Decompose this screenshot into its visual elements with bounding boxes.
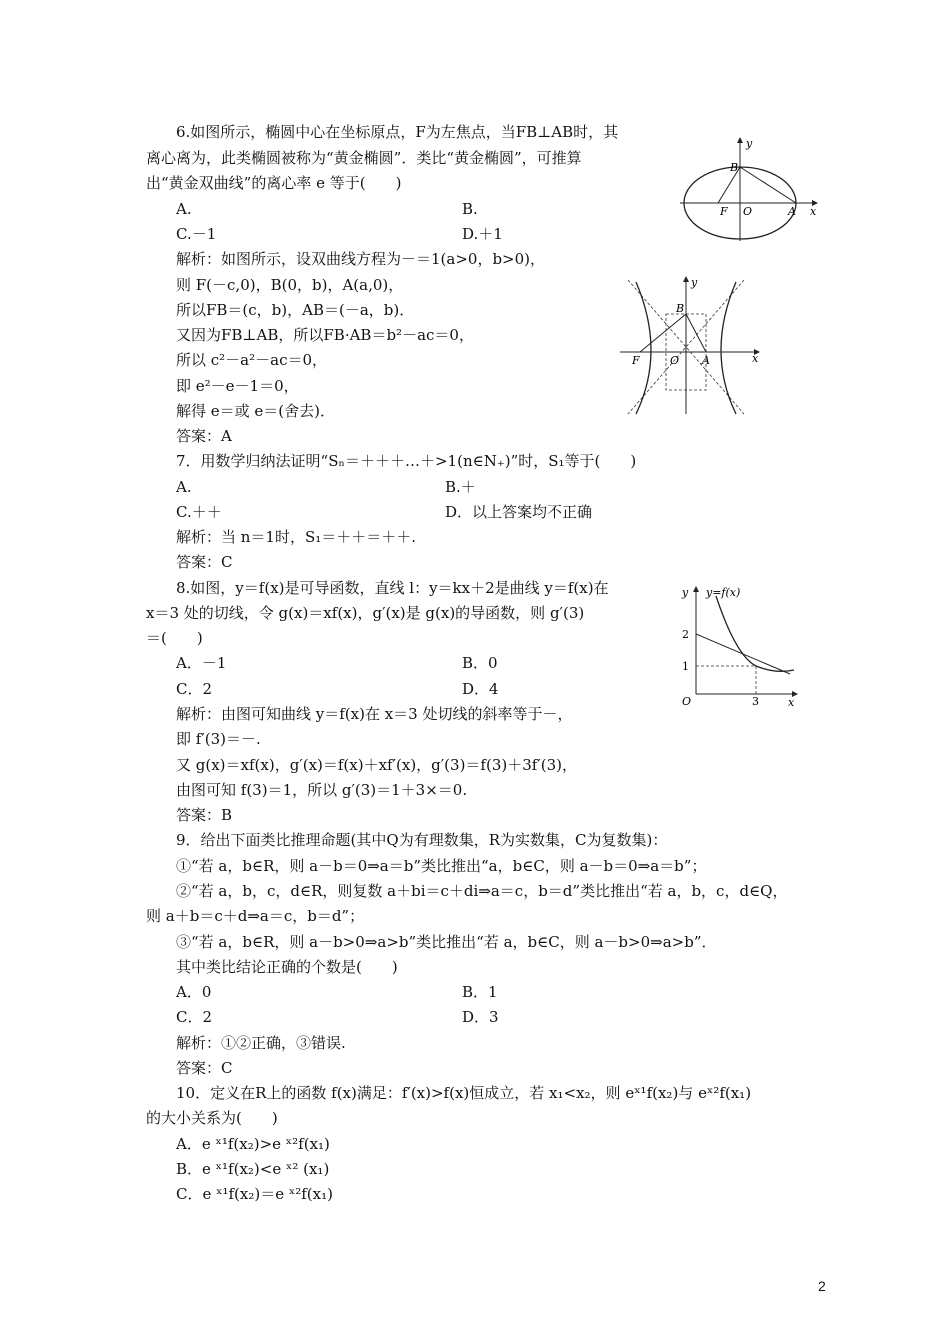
curve-origin: O bbox=[682, 695, 692, 708]
text-line: A．－1 bbox=[176, 654, 227, 672]
text-line: 解析：①②正确，③错误. bbox=[176, 1034, 346, 1052]
text-line: C．e ˣ¹f(x₂)＝e ˣ²f(x₁) bbox=[176, 1185, 333, 1203]
text-line: B.＋ bbox=[445, 478, 476, 496]
text-line: 由图可知 f(3)＝1，所以 g′(3)＝1＋3×＝0. bbox=[176, 781, 468, 799]
text-line: D．4 bbox=[462, 680, 499, 698]
tangent-curve-figure bbox=[676, 578, 806, 708]
page-number: 2 bbox=[818, 1278, 826, 1294]
text-line: ③“若 a，b∈R，则 a－b>0⇒a>b”类比推出“若 a，b∈C，则 a－b>0⇒a>b”． bbox=[176, 933, 717, 951]
text-line: ②“若 a，b，c，d∈R，则复数 a＋bi＝c＋di⇒a＝c，b＝d”类比推出“若 a，b，c，d∈Q， bbox=[176, 882, 788, 900]
curve-y-label: y bbox=[682, 586, 689, 599]
text-line: 又 g(x)＝xf(x)，g′(x)＝f(x)＋xf′(x)，g′(3)＝f(3)＋3f′(3)， bbox=[176, 756, 577, 774]
text-line: B．e ˣ¹f(x₂)<e ˣ² (x₁) bbox=[176, 1160, 330, 1178]
text-line: 即 f′(3)＝－. bbox=[176, 730, 261, 748]
hyperbola-x-label: x bbox=[752, 352, 759, 365]
text-line: x＝3 处的切线，令 g(x)＝xf(x)，g′(x)是 g(x)的导函数，则 g′(3) bbox=[146, 604, 585, 622]
text-line: 离心离为，此类椭圆被称为“黄金椭圆”．类比“黄金椭圆”，可推算 bbox=[146, 149, 582, 167]
curve-tick-3: 3 bbox=[752, 695, 759, 708]
text-line: D.＋1 bbox=[462, 225, 503, 243]
text-line: D．3 bbox=[462, 1008, 499, 1026]
text-line: 10．定义在R上的函数 f(x)满足：f′(x)>f(x)恒成立，若 x₁<x₂，则 eˣ¹f(x₂)与 eˣ²f(x₁) bbox=[176, 1084, 752, 1102]
hyperbola-point-a: A bbox=[702, 354, 710, 367]
text-line: 答案：A bbox=[176, 427, 232, 445]
hyperbola-point-b: B bbox=[676, 302, 685, 315]
curve-tick-1: 1 bbox=[682, 660, 689, 673]
hyperbola-figure bbox=[618, 272, 768, 418]
text-line: 8.如图，y＝f(x)是可导函数，直线 l：y＝kx＋2是曲线 y＝f(x)在 bbox=[176, 579, 609, 597]
text-line: B．0 bbox=[462, 654, 498, 672]
text-line: C．2 bbox=[176, 1008, 213, 1026]
text-line: B. bbox=[462, 200, 478, 218]
text-line: 出“黄金双曲线”的离心率 e 等于( ) bbox=[146, 174, 402, 192]
text-line: 则 a＋b＝c＋d⇒a＝c，b＝d”； bbox=[146, 907, 365, 925]
text-line: 则 F(－c,0)，B(0，b)，A(a,0)， bbox=[176, 276, 404, 294]
text-line: 所以 c²－a²－ac＝0， bbox=[176, 351, 328, 369]
text-line: 6.如图所示，椭圆中心在坐标原点，F为左焦点，当FB⊥AB时，其 bbox=[176, 123, 619, 141]
ellipse-point-o: O bbox=[743, 205, 753, 218]
text-line: 其中类比结论正确的个数是( ) bbox=[176, 958, 398, 976]
text-line: A．0 bbox=[176, 983, 212, 1001]
text-line: 解析：如图所示，设双曲线方程为－＝1(a>0，b>0)， bbox=[176, 250, 546, 268]
ellipse-y-label: y bbox=[746, 137, 753, 150]
text-line: ①“若 a，b∈R，则 a－b＝0⇒a＝b”类比推出“a，b∈C，则 a－b＝0⇒a＝b”； bbox=[176, 857, 707, 875]
text-line: B．1 bbox=[462, 983, 498, 1001]
text-line: D．以上答案均不正确 bbox=[445, 503, 593, 521]
curve-function-label: y=f(x) bbox=[706, 586, 741, 599]
text-line: A．e ˣ¹f(x₂)>e ˣ²f(x₁) bbox=[176, 1135, 330, 1153]
text-line: 解析：当 n＝1时，S₁＝＋＋＝＋＋. bbox=[176, 528, 417, 546]
text-line: C.＋＋ bbox=[176, 503, 222, 521]
text-line: 解析：由图可知曲线 y＝f(x)在 x＝3 处切线的斜率等于－， bbox=[176, 705, 573, 723]
ellipse-point-f: F bbox=[720, 205, 728, 218]
hyperbola-point-f: F bbox=[632, 354, 640, 367]
curve-x-label: x bbox=[788, 696, 795, 708]
hyperbola-y-label: y bbox=[691, 276, 698, 289]
text-line: 7．用数学归纳法证明“Sₙ＝＋＋＋…＋>1(n∈N₊)”时，S₁等于( ) bbox=[176, 452, 637, 470]
text-line: 答案：C bbox=[176, 1059, 233, 1077]
ellipse-point-a: A bbox=[788, 205, 796, 218]
text-line: A. bbox=[176, 478, 192, 496]
ellipse-x-label: x bbox=[810, 205, 817, 218]
text-line: 的大小关系为( ) bbox=[146, 1109, 278, 1127]
text-line: 答案：B bbox=[176, 806, 233, 824]
text-line: C.－1 bbox=[176, 225, 217, 243]
text-line: 即 e²－e－1＝0， bbox=[176, 377, 299, 395]
hyperbola-point-o: O bbox=[670, 354, 680, 367]
curve-tick-2: 2 bbox=[682, 628, 689, 641]
text-line: 解得 e＝或 e＝(舍去)． bbox=[176, 402, 335, 420]
text-line: 又因为FB⊥AB，所以FB·AB＝b²－ac＝0， bbox=[176, 326, 474, 344]
ellipse-figure bbox=[676, 135, 822, 245]
text-line: 答案：C bbox=[176, 553, 233, 571]
text-line: C．2 bbox=[176, 680, 213, 698]
text-line: 所以FB＝(c，b)，AB＝(－a，b)． bbox=[176, 301, 415, 319]
text-line: ＝( ) bbox=[146, 629, 203, 647]
text-line: 9．给出下面类比推理命题(其中Q为有理数集，R为实数集，C为复数集)： bbox=[176, 831, 668, 849]
ellipse-point-b: B bbox=[730, 161, 739, 174]
text-line: A. bbox=[176, 200, 192, 218]
